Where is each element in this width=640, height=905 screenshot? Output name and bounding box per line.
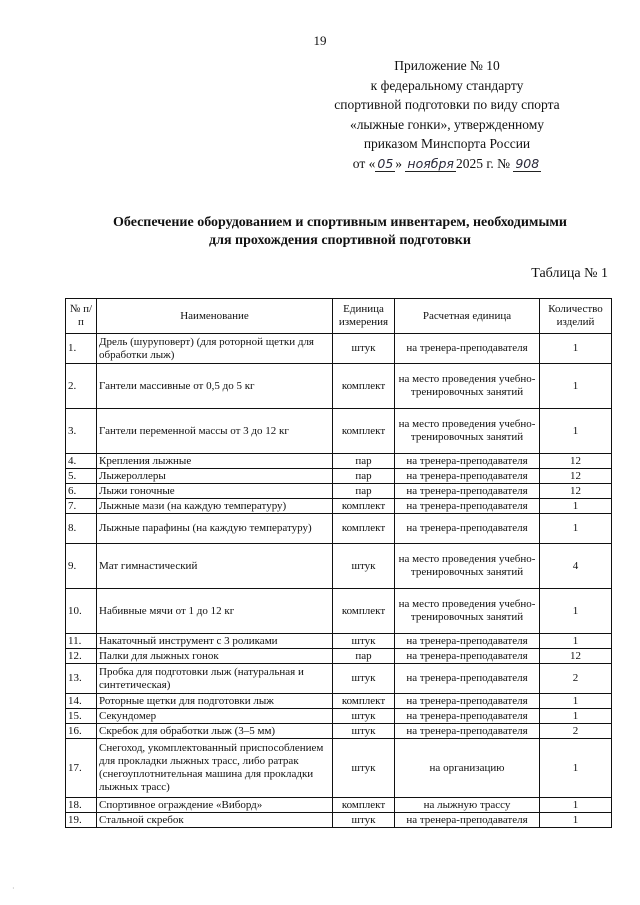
document-title-line-2: для прохождения спортивной подготовки bbox=[209, 233, 471, 248]
item-name: Палки для лыжных гонок bbox=[97, 649, 333, 664]
item-unit: штук bbox=[333, 634, 395, 649]
item-unit: комплект bbox=[333, 589, 395, 634]
item-quantity: 1 bbox=[540, 709, 612, 724]
item-quantity: 1 bbox=[540, 739, 612, 798]
item-calc-unit: на место проведения учебно-тренировочных занятий bbox=[395, 409, 540, 454]
item-name: Стальной скребок bbox=[97, 813, 333, 828]
item-calc-unit: на тренера-преподавателя bbox=[395, 514, 540, 544]
page-number: 19 bbox=[313, 33, 327, 48]
header-unit: Единица измерения bbox=[333, 299, 395, 334]
table-row bbox=[66, 798, 612, 813]
item-unit: пар bbox=[333, 484, 395, 499]
item-name: Гантели переменной массы от 3 до 12 кг bbox=[97, 409, 333, 454]
item-name: Пробка для подготовки лыж (натуральная и синтетическая) bbox=[97, 664, 333, 694]
item-name: Накаточный инструмент с 3 роликами bbox=[97, 634, 333, 649]
item-unit: комплект bbox=[333, 694, 395, 709]
table-row bbox=[66, 739, 612, 798]
table-row bbox=[66, 514, 612, 544]
item-quantity: 1 bbox=[540, 589, 612, 634]
header-qty: Количество изделий bbox=[540, 299, 612, 334]
header-num: № п/п bbox=[66, 299, 97, 334]
table-row bbox=[66, 469, 612, 484]
item-name: Набивные мячи от 1 до 12 кг bbox=[97, 589, 333, 634]
equipment-table-wrapper bbox=[65, 298, 611, 828]
table-row bbox=[66, 484, 612, 499]
table-row bbox=[66, 709, 612, 724]
order-mid: » bbox=[395, 155, 403, 171]
item-name: Спортивное ограждение «Виборд» bbox=[97, 798, 333, 813]
row-number: 15. bbox=[66, 709, 97, 724]
item-unit: штук bbox=[333, 813, 395, 828]
equipment-table bbox=[65, 298, 612, 828]
row-number: 2. bbox=[66, 364, 97, 409]
item-calc-unit: на место проведения учебно-тренировочных занятий bbox=[395, 589, 540, 634]
table-header-row bbox=[66, 299, 612, 334]
item-unit: пар bbox=[333, 454, 395, 469]
item-calc-unit: на место проведения учебно-тренировочных занятий bbox=[395, 364, 540, 409]
item-name: Гантели массивные от 0,5 до 5 кг bbox=[97, 364, 333, 409]
item-quantity: 4 bbox=[540, 544, 612, 589]
item-quantity: 12 bbox=[540, 454, 612, 469]
item-unit: комплект bbox=[333, 409, 395, 454]
item-name: Лыжероллеры bbox=[97, 469, 333, 484]
item-calc-unit: на лыжную трассу bbox=[395, 798, 540, 813]
item-name: Мат гимнастический bbox=[97, 544, 333, 589]
document-title-line-1: Обеспечение оборудованием и спортивным инвентарем, необходимыми bbox=[113, 215, 567, 230]
item-calc-unit: на тренера-преподавателя bbox=[395, 454, 540, 469]
item-calc-unit: на тренера-преподавателя bbox=[395, 634, 540, 649]
item-quantity: 1 bbox=[540, 813, 612, 828]
appendix-approved-line: «лыжные гонки», утвержденному bbox=[349, 116, 545, 132]
item-name: Крепления лыжные bbox=[97, 454, 333, 469]
row-number: 9. bbox=[66, 544, 97, 589]
table-row bbox=[66, 694, 612, 709]
item-name: Скребок для обработки лыж (3–5 мм) bbox=[97, 724, 333, 739]
item-name: Лыжи гоночные bbox=[97, 484, 333, 499]
table-row bbox=[66, 589, 612, 634]
item-calc-unit: на место проведения учебно-тренировочных занятий bbox=[395, 544, 540, 589]
item-quantity: 12 bbox=[540, 469, 612, 484]
row-number: 12. bbox=[66, 649, 97, 664]
document-title bbox=[60, 214, 620, 250]
order-prefix: от « bbox=[352, 155, 376, 171]
row-number: 4. bbox=[66, 454, 97, 469]
table-row bbox=[66, 649, 612, 664]
table-row bbox=[66, 499, 612, 514]
item-unit: штук bbox=[333, 724, 395, 739]
item-quantity: 1 bbox=[540, 364, 612, 409]
order-day: 05 bbox=[377, 155, 394, 171]
table-body bbox=[66, 334, 612, 828]
row-number: 18. bbox=[66, 798, 97, 813]
item-unit: штук bbox=[333, 544, 395, 589]
table-caption: Таблица № 1 bbox=[531, 266, 608, 281]
table-row bbox=[66, 544, 612, 589]
item-calc-unit: на тренера-преподавателя bbox=[395, 484, 540, 499]
item-unit: штук bbox=[333, 334, 395, 364]
row-number: 6. bbox=[66, 484, 97, 499]
item-quantity: 1 bbox=[540, 409, 612, 454]
item-calc-unit: на тренера-преподавателя bbox=[395, 469, 540, 484]
appendix-title: Приложение № 10 bbox=[394, 58, 500, 73]
item-unit: штук bbox=[333, 709, 395, 724]
item-name: Снегоход, укомплектованный приспособлением для прокладки лыжных трасс, либо ратрак (снегоуплотнительная машина для прокладки лыжных трасс) bbox=[97, 739, 333, 798]
item-quantity: 2 bbox=[540, 664, 612, 694]
row-number: 1. bbox=[66, 334, 97, 364]
row-number: 10. bbox=[66, 589, 97, 634]
item-unit: штук bbox=[333, 739, 395, 798]
row-number: 11. bbox=[66, 634, 97, 649]
item-unit: комплект bbox=[333, 514, 395, 544]
appendix-order-line: приказом Минспорта России bbox=[363, 136, 531, 151]
item-name: Лыжные парафины (на каждую температуру) bbox=[97, 514, 333, 544]
item-quantity: 1 bbox=[540, 798, 612, 813]
order-month: ноября bbox=[407, 155, 454, 171]
table-row bbox=[66, 724, 612, 739]
item-unit: штук bbox=[333, 664, 395, 694]
item-quantity: 12 bbox=[540, 649, 612, 664]
appendix-block bbox=[312, 56, 582, 173]
row-number: 5. bbox=[66, 469, 97, 484]
table-row bbox=[66, 813, 612, 828]
item-calc-unit: на тренера-преподавателя bbox=[395, 649, 540, 664]
item-name: Секундомер bbox=[97, 709, 333, 724]
item-unit: комплект bbox=[333, 364, 395, 409]
item-quantity: 1 bbox=[540, 634, 612, 649]
order-date-line bbox=[312, 154, 582, 174]
item-quantity: 1 bbox=[540, 499, 612, 514]
item-name: Роторные щетки для подготовки лыж bbox=[97, 694, 333, 709]
item-quantity: 2 bbox=[540, 724, 612, 739]
item-calc-unit: на тренера-преподавателя bbox=[395, 499, 540, 514]
item-quantity: 1 bbox=[540, 514, 612, 544]
item-quantity: 1 bbox=[540, 334, 612, 364]
item-unit: комплект bbox=[333, 499, 395, 514]
order-number: 908 bbox=[515, 155, 540, 171]
table-row bbox=[66, 634, 612, 649]
row-number: 13. bbox=[66, 664, 97, 694]
row-number: 8. bbox=[66, 514, 97, 544]
table-row bbox=[66, 454, 612, 469]
appendix-sport-line: спортивной подготовки по виду спорта bbox=[334, 97, 560, 112]
row-number: 3. bbox=[66, 409, 97, 454]
item-calc-unit: на организацию bbox=[395, 739, 540, 798]
table-row bbox=[66, 409, 612, 454]
item-calc-unit: на тренера-преподавателя bbox=[395, 724, 540, 739]
scan-mark: · bbox=[12, 884, 15, 893]
table-row bbox=[66, 664, 612, 694]
item-calc-unit: на тренера-преподавателя bbox=[395, 664, 540, 694]
item-quantity: 1 bbox=[540, 694, 612, 709]
item-calc-unit: на тренера-преподавателя bbox=[395, 694, 540, 709]
row-number: 7. bbox=[66, 499, 97, 514]
item-calc-unit: на тренера-преподавателя bbox=[395, 709, 540, 724]
item-unit: пар bbox=[333, 649, 395, 664]
row-number: 19. bbox=[66, 813, 97, 828]
appendix-standard-line: к федеральному стандарту bbox=[370, 77, 524, 93]
item-name: Дрель (шуруповерт) (для роторной щетки для обработки лыж) bbox=[97, 334, 333, 364]
table-row bbox=[66, 364, 612, 409]
row-number: 14. bbox=[66, 694, 97, 709]
header-calc: Расчетная единица bbox=[395, 299, 540, 334]
item-quantity: 12 bbox=[540, 484, 612, 499]
row-number: 16. bbox=[66, 724, 97, 739]
row-number: 17. bbox=[66, 739, 97, 798]
item-name: Лыжные мази (на каждую температуру) bbox=[97, 499, 333, 514]
item-calc-unit: на тренера-преподавателя bbox=[395, 334, 540, 364]
item-unit: комплект bbox=[333, 798, 395, 813]
table-row bbox=[66, 334, 612, 364]
item-unit: пар bbox=[333, 469, 395, 484]
order-year: 2025 г. № bbox=[455, 155, 510, 171]
header-name: Наименование bbox=[97, 299, 333, 334]
item-calc-unit: на тренера-преподавателя bbox=[395, 813, 540, 828]
